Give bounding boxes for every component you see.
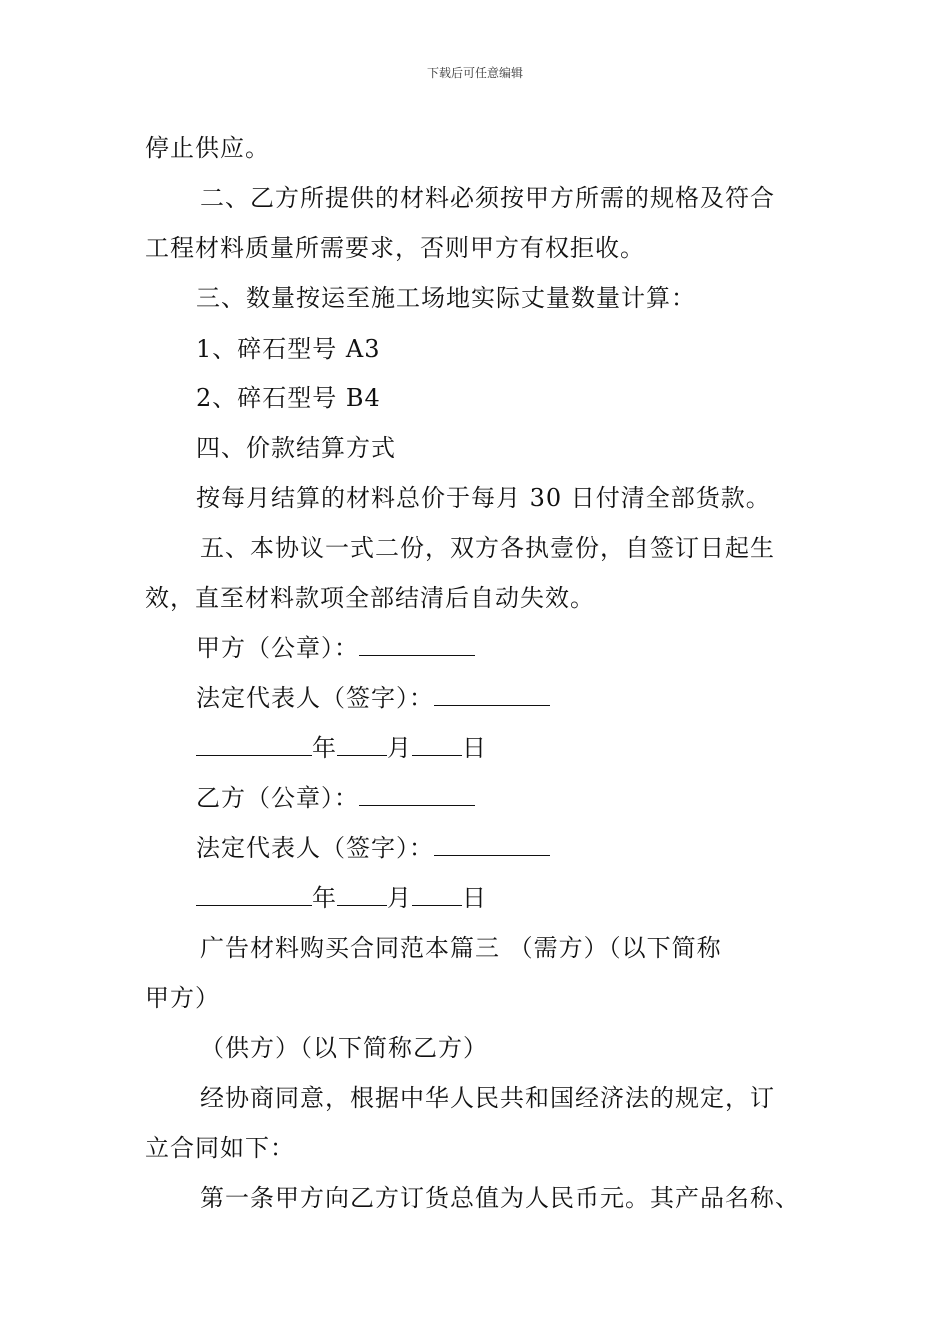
page-header: 下载后可任意编辑 xyxy=(426,66,523,80)
year-label: 年 xyxy=(312,884,337,912)
day-blank xyxy=(412,733,462,756)
party-a-rep-blank xyxy=(434,683,550,706)
year-blank xyxy=(196,883,312,906)
day-label: 日 xyxy=(462,734,487,762)
month-blank xyxy=(337,883,387,906)
month-blank xyxy=(337,733,387,756)
party-a-seal-label: 甲方（公章）： xyxy=(196,634,359,662)
party-a-seal-line xyxy=(196,632,475,664)
day-blank xyxy=(412,883,462,906)
text-line: 2、碎石型号 B4 xyxy=(196,384,381,412)
month-label: 月 xyxy=(387,734,412,762)
year-blank xyxy=(196,733,312,756)
party-b-seal-label: 乙方（公章）： xyxy=(196,784,359,812)
party-a-date-line xyxy=(196,732,487,764)
party-b-rep-blank xyxy=(434,833,550,856)
text-line: 停止供应。 xyxy=(145,134,270,162)
party-a-seal-blank xyxy=(359,633,475,656)
text-line: 立合同如下： xyxy=(145,1134,295,1162)
text-line: （供方）（以下简称乙方） xyxy=(200,1034,488,1062)
text-line: 二、乙方所提供的材料必须按甲方所需的规格及符合 xyxy=(200,184,775,212)
party-b-rep-line xyxy=(196,832,550,864)
text-line: 工程材料质量所需要求，否则甲方有权拒收。 xyxy=(145,234,645,262)
party-b-seal-blank xyxy=(359,783,475,806)
party-b-date-line xyxy=(196,882,487,914)
text-line: 1、碎石型号 A3 xyxy=(196,335,381,363)
text-line: 四、价款结算方式 xyxy=(196,434,396,462)
party-b-seal-line xyxy=(196,782,475,814)
section-title-line: 广告材料购买合同范本篇三 （需方）（以下简称 xyxy=(200,934,722,962)
text-line: 五、本协议一式二份，双方各执壹份，自签订日起生 xyxy=(200,534,775,562)
month-label: 月 xyxy=(387,884,412,912)
text-line: 效，直至材料款项全部结清后自动失效。 xyxy=(145,584,595,612)
day-label: 日 xyxy=(462,884,487,912)
party-a-rep-line xyxy=(196,682,550,714)
text-line: 经协商同意，根据中华人民共和国经济法的规定，订 xyxy=(200,1084,775,1112)
text-line: 第一条甲方向乙方订货总值为人民币元。其产品名称、 xyxy=(200,1184,800,1212)
text-line: 三、数量按运至施工场地实际丈量数量计算： xyxy=(196,284,696,312)
year-label: 年 xyxy=(312,734,337,762)
text-line: 按每月结算的材料总价于每月 30 日付清全部货款。 xyxy=(196,484,771,512)
party-b-rep-label: 法定代表人（签字）： xyxy=(196,834,434,862)
text-line: 甲方） xyxy=(145,984,220,1012)
party-a-rep-label: 法定代表人（签字）： xyxy=(196,684,434,712)
